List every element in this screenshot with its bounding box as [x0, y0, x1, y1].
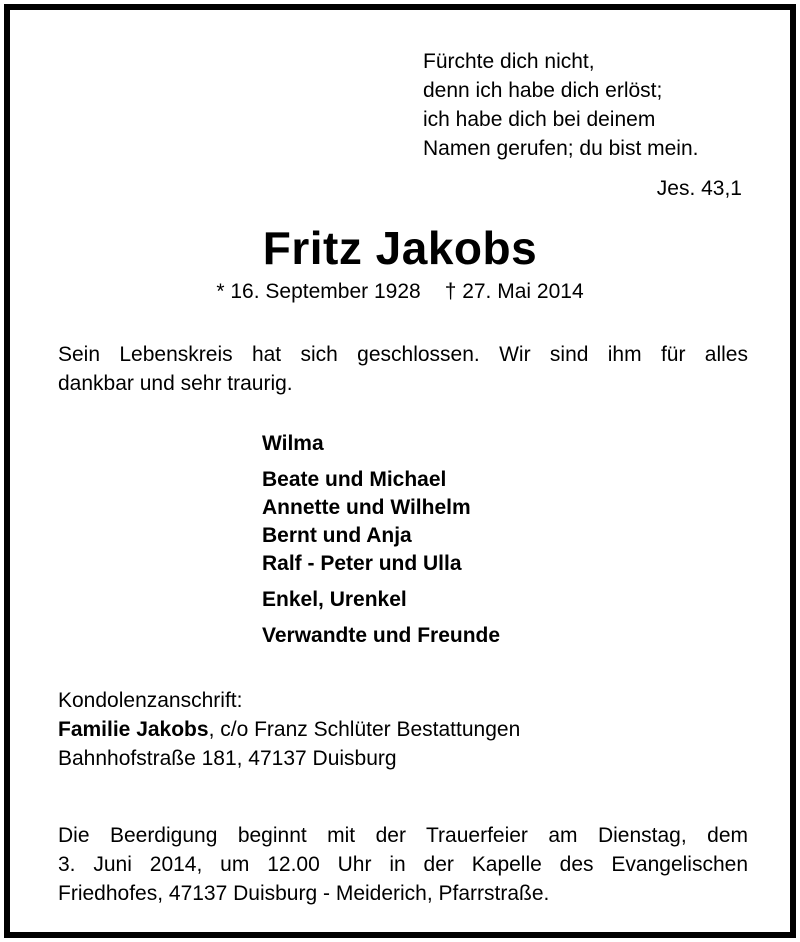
mourner-name: Enkel, Urenkel — [262, 588, 407, 611]
verse-line: ich habe dich bei deinem — [423, 108, 656, 131]
mourners-list — [262, 430, 500, 658]
funeral-line: 3. Juni 2014, um 12.00 Uhr in der Kapelle des Evangelischen — [58, 853, 748, 876]
funeral-details — [58, 821, 748, 908]
condolence-recipient — [58, 715, 748, 744]
message-line: Sein Lebenskreis hat sich geschlossen. Wir sind ihm für alles — [58, 343, 748, 366]
mourner-name: Wilma — [262, 432, 324, 455]
mourner-name: Verwandte und Freunde — [262, 624, 501, 647]
mourner-name: Beate und Michael — [262, 468, 447, 491]
message-line: dankbar und sehr traurig. — [58, 372, 293, 395]
funeral-line: Friedhofes, 47137 Duisburg - Meiderich, Pfarrstraße. — [58, 882, 550, 905]
deceased-name: Fritz Jakobs — [262, 222, 538, 274]
life-dates — [10, 278, 790, 306]
mourner-group — [262, 586, 500, 614]
obituary-notice — [4, 4, 796, 938]
condolence-address — [58, 686, 748, 773]
mourner-group — [262, 466, 500, 578]
verse-line: Fürchte dich nicht, — [423, 50, 595, 73]
mourner-name: Annette und Wilhelm — [262, 496, 471, 519]
mourner-group — [262, 430, 500, 458]
bible-verse — [423, 47, 698, 163]
mourner-group — [262, 622, 500, 650]
funeral-home: , c/o Franz Schlüter Bestattungen — [208, 718, 521, 741]
funeral-line: Die Beerdigung beginnt mit der Trauerfeier am Dienstag, dem — [58, 824, 748, 847]
death-date: † 27. Mai 2014 — [444, 280, 584, 303]
verse-line: Namen gerufen; du bist mein. — [423, 137, 699, 160]
condolence-heading: Kondolenzanschrift: — [58, 689, 243, 712]
mourner-name: Bernt und Anja — [262, 524, 412, 547]
mourner-name: Ralf - Peter und Ulla — [262, 552, 462, 575]
verse-line: denn ich habe dich erlöst; — [423, 79, 663, 102]
birth-date: * 16. September 1928 — [216, 280, 421, 303]
verse-reference: Jes. 43,1 — [656, 177, 742, 200]
farewell-message — [58, 340, 748, 398]
family-name: Familie Jakobs — [58, 718, 209, 741]
street-address: Bahnhofstraße 181, 47137 Duisburg — [58, 747, 397, 770]
